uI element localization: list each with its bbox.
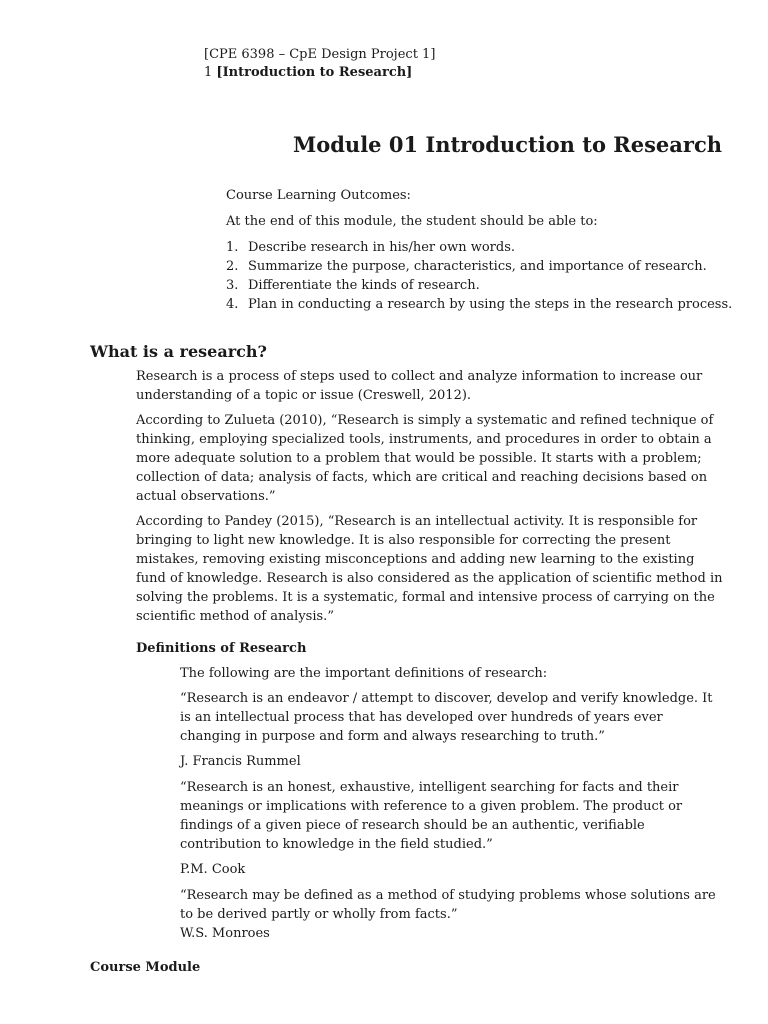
list-item xyxy=(226,238,746,257)
course-code: [CPE 6398 – CpE Design Project 1] xyxy=(204,47,436,62)
page-number: 1 xyxy=(204,65,213,80)
definition-quote: “Research is an endeavor / attempt to discover, develop and verify knowledge. It is an intellectual process that has developed over hundreds of years ever changing in purpose and form and always researching to truth.” xyxy=(180,691,713,744)
header-section-title: [Introduction to Research] xyxy=(216,65,413,80)
definition-author: J. Francis Rummel xyxy=(180,754,301,769)
paragraph-pandey: According to Pandey (2015), “Research is an intellectual activity. It is responsible for bringing to light new knowledge. It is also responsible for correcting the present mistakes, removing existing misconceptions and adding new learning to the existing fund of knowledge. Research is also considered as the application of scientific method in solving the problems. It is a systematic, formal and intensive process of carrying on the scientific method of analysis.” xyxy=(136,514,723,624)
outcomes-heading: Course Learning Outcomes: xyxy=(226,188,411,203)
list-text: Plan in conducting a research by using the steps in the research process. xyxy=(248,297,733,312)
paragraph-zulueta: According to Zulueta (2010), “Research is simply a systematic and refined technique of thinking, employing specialized tools, instruments, and procedures in order to obtain a more adequate solution to a problem that would be possible. It starts with a problem; collection of data; analysis of facts, which are critical and reaching decisions based on actual observations.” xyxy=(136,413,714,504)
list-number: 4. xyxy=(226,297,239,312)
definitions-heading: Definitions of Research xyxy=(136,641,307,656)
list-number: 2. xyxy=(226,259,239,274)
list-text: Differentiate the kinds of research. xyxy=(248,278,480,293)
definitions-list xyxy=(136,664,726,943)
definition-author: W.S. Monroes xyxy=(180,926,270,941)
list-number: 3. xyxy=(226,278,239,293)
paragraph-creswell: Research is a process of steps used to collect and analyze information to increase our understanding of a topic or issue (Creswell, 2012). xyxy=(136,369,703,403)
list-number: 1. xyxy=(226,240,239,255)
section-body xyxy=(136,367,726,949)
list-item xyxy=(226,295,746,314)
header-section-line xyxy=(204,64,435,82)
list-item xyxy=(226,257,746,276)
section-heading: What is a research? xyxy=(90,342,267,361)
definition-quote: “Research may be defined as a method of studying problems whose solutions are to be derived partly or wholly from facts.” xyxy=(180,888,716,922)
definitions-intro: The following are the important definitions of research: xyxy=(180,666,548,681)
learning-outcomes xyxy=(226,186,746,314)
definition-author: P.M. Cook xyxy=(180,862,246,877)
outcomes-intro: At the end of this module, the student should be able to: xyxy=(226,214,598,229)
list-text: Describe research in his/her own words. xyxy=(248,240,516,255)
outcomes-list xyxy=(226,238,746,314)
list-item xyxy=(226,276,746,295)
list-text: Summarize the purpose, characteristics, and importance of research. xyxy=(248,259,707,274)
definition-quote: “Research is an honest, exhaustive, intelligent searching for facts and their meanings or implications with reference to a given problem. The product or findings of a given piece of research should be an authentic, verifiable contribution to knowledge in the field studied.” xyxy=(180,780,683,852)
module-title: Module 01 Introduction to Research xyxy=(293,132,722,157)
page-header xyxy=(204,46,435,82)
page-footer: Course Module xyxy=(90,960,201,975)
